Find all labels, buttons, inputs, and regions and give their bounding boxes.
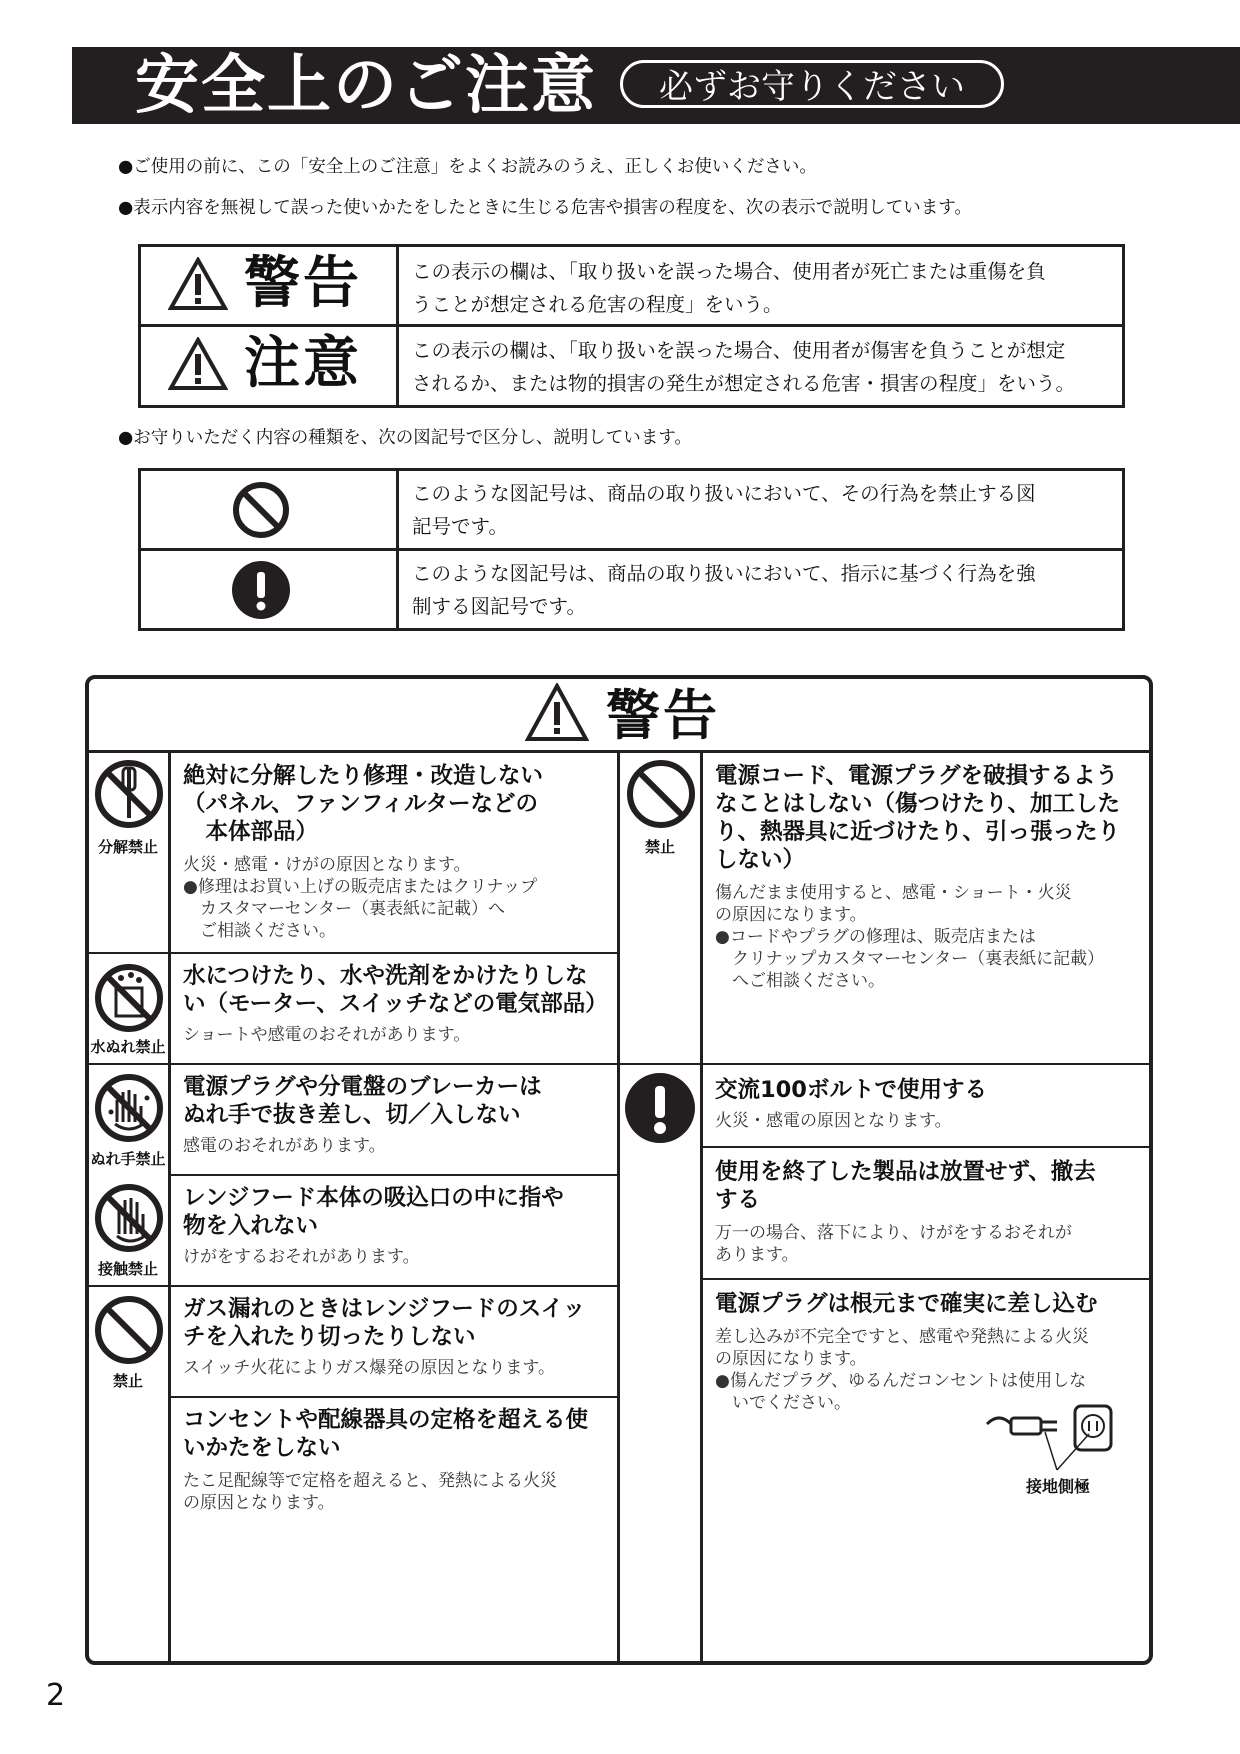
intro-line-1: ●ご使用の前に、この「安全上のご注意」をよくお読みのうえ、正しくお使いください。 (118, 157, 817, 177)
icon-label: ぬれ手禁止 (90, 1150, 166, 1168)
icon-label: 水ぬれ禁止 (90, 1038, 166, 1056)
page-title: 安全上のご注意 (135, 49, 597, 123)
severity-col-divider (396, 244, 399, 408)
left-row-divider (88, 1063, 617, 1065)
warning-item: コンセントや配線器具の定格を超える使 いかたをしない たこ足配線等で定格を超えると、発熱による火災 の原因となります。 (183, 1407, 589, 1513)
warning-triangle-icon (168, 257, 228, 311)
plug-caption: 接地側極 (1026, 1477, 1091, 1496)
warning-item: 電源プラグは根元まで確実に差し込む 差し込みが不完全ですと、感電や発熱による火災 の原因になります。 ●傷んだプラグ、ゆるんだコンセントは使用しな いでください。 (715, 1291, 1098, 1413)
symbol-col-divider (396, 468, 399, 631)
warning-item: 交流100ボルトで使用する 火災・感電の原因となります。 (715, 1077, 987, 1131)
prohibition-icon (93, 1294, 165, 1366)
right-row-divider (703, 1146, 1150, 1148)
no-disassembly-icon (93, 758, 165, 830)
title-badge: 必ずお守りください (620, 60, 1004, 108)
symbol-desc-mandatory: このような図記号は、商品の取り扱いにおいて、指示に基づく行為を強 制する図記号です。 (412, 562, 1036, 618)
no-wet-hands-icon (93, 1072, 165, 1144)
intro-line-2: ●表示内容を無視して誤った使いかたをしたときに生じる危害や損害の程度を、次の表示で説明しています。 (118, 198, 972, 218)
warning-item: ガス漏れのときはレンジフードのスイッ チを入れたり切ったりしない スイッチ火花によりガス爆発の原因となります。 (183, 1296, 586, 1378)
left-row-divider (171, 1174, 617, 1176)
right-row-divider (703, 1278, 1150, 1280)
no-touch-icon (93, 1182, 165, 1254)
warning-item: 絶対に分解したり修理・改造しない （パネル、ファンフィルターなどの 本体部品） 火災・感電・けがの原因となります。 ●修理はお買い上げの販売店またはクリナップ カスタマーセンター（裏表紙に記載）へ ご相談ください。 (183, 763, 544, 941)
symbol-intro: ●お守りいただく内容の種類を、次の図記号で区分し、説明しています。 (118, 428, 692, 448)
severity-label-warning: 警告 (244, 251, 362, 316)
warning-triangle-icon (525, 683, 589, 743)
prohibition-icon (231, 480, 291, 540)
mandatory-icon (624, 1072, 696, 1144)
severity-desc-warning: この表示の欄は、「取り扱いを誤った場合、使用者が死亡または重傷を負 うことが想定される危害の程度」をいう。 (412, 260, 1046, 316)
icon-label: 接触禁止 (97, 1260, 158, 1278)
page-number: 2 (46, 1678, 66, 1713)
left-row-divider (88, 1285, 617, 1287)
icon-label: 禁止 (112, 1372, 143, 1390)
prohibition-icon (625, 758, 697, 830)
warning-item: 電源プラグや分電盤のブレーカーは ぬれ手で抜き差し、切／入しない 感電のおそれがあります。 (183, 1074, 542, 1156)
no-water-icon (93, 962, 165, 1034)
right-icon-col-divider (700, 750, 703, 1665)
warning-box-title: 警告 (606, 684, 720, 747)
severity-desc-caution: この表示の欄は、「取り扱いを誤った場合、使用者が傷害を負うことが想定 されるか、または物的損害の発生が想定される危害・損害の程度」をいう。 (412, 339, 1076, 395)
center-divider (617, 750, 620, 1665)
warning-item: 水につけたり、水や洗剤をかけたりしな い（モーター、スイッチなどの電気部品） ショートや感電のおそれがあります。 (183, 963, 608, 1045)
symbol-divider (138, 548, 1125, 551)
warning-item: レンジフード本体の吸込口の中に指や 物を入れない けがをするおそれがあります。 (183, 1185, 564, 1267)
severity-divider (138, 324, 1125, 327)
caution-triangle-icon (168, 337, 228, 391)
plug-outlet-illustration (985, 1402, 1115, 1482)
icon-label: 禁止 (644, 838, 675, 856)
left-row-divider (88, 952, 617, 954)
icon-label: 分解禁止 (97, 838, 158, 856)
left-icon-col-divider (168, 750, 171, 1665)
mandatory-icon (231, 560, 291, 620)
symbol-desc-prohibition: このような図記号は、商品の取り扱いにおいて、その行為を禁止する図 記号です。 (412, 482, 1036, 538)
warning-item: 電源コード、電源プラグを破損するよう なことはしない（傷つけたり、加工した り、熱器具に近づけたり、引っ張ったり しない） 傷んだまま使用すると、感電・ショート・火災 の原因になります。 ●コードやプラグの修理は、販売店または クリナップカスタマーセンター（裏表紙に記載） へご相談ください。 (715, 763, 1121, 991)
warning-item: 使用を終了した製品は放置せず、撤去 する 万一の場合、落下により、けがをするおそれが あります。 (715, 1159, 1096, 1265)
right-row-divider (620, 1063, 1150, 1065)
severity-label-caution: 注意 (244, 331, 362, 396)
left-row-divider (171, 1396, 617, 1398)
